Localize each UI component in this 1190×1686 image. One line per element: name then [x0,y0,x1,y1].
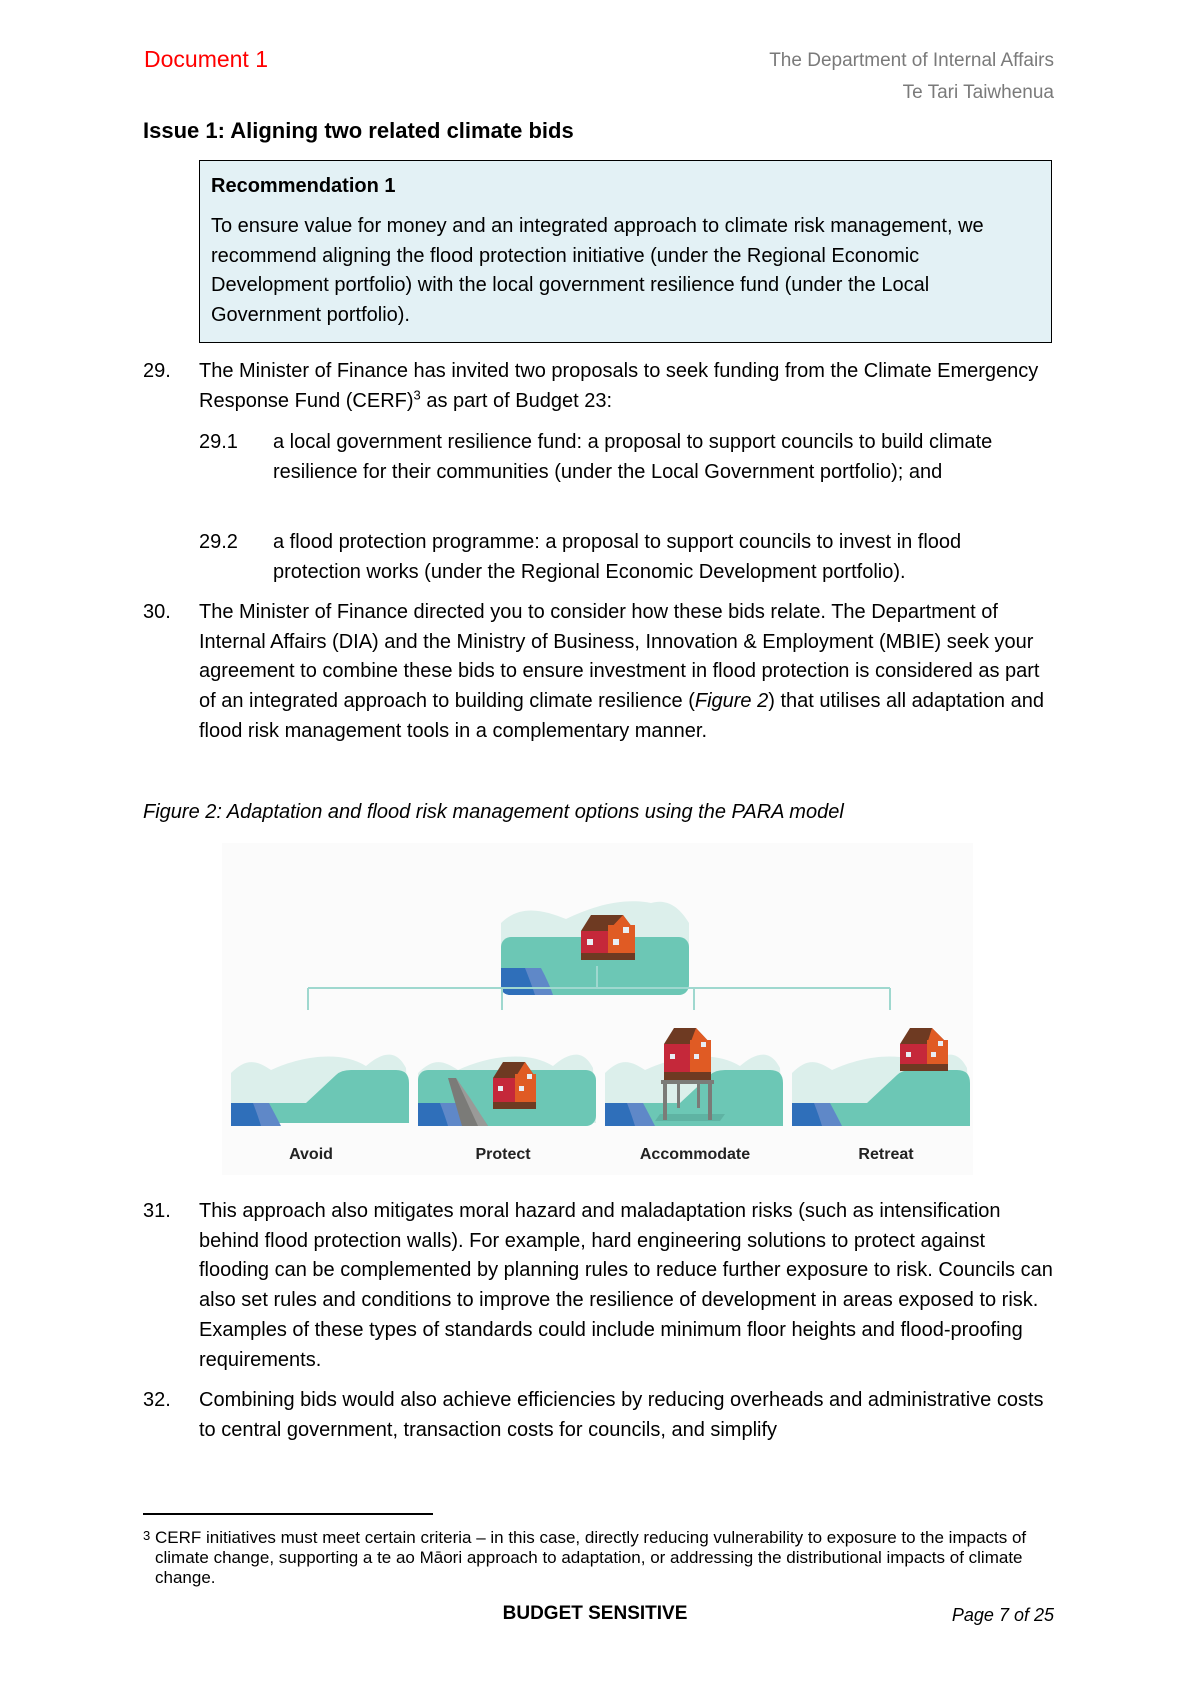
org-name-maori: Te Tari Taiwhenua [902,82,1054,103]
paragraph-30 [143,598,1053,747]
label-protect: Protect [475,1146,531,1163]
paragraph-31 [143,1197,1053,1375]
paragraph-text-part: The Minister of Finance directed you to consider how these bids relate. The Department of Internal Affairs (DIA) and the Ministry of Business, Innovation & Employment (MBIE) seek your agreement to combine these bids to ensure investment in flood protection is considered as part of an integrated approach to building climate resilience ( [199,601,1040,713]
footnote-ref[interactable]: 3 [413,387,421,403]
label-accommodate: Accommodate [639,1146,751,1163]
subparagraph-29-2 [199,528,1053,587]
para-model-illustration [222,843,973,1133]
issue-heading: Issue 1: Aligning two related climate bids [143,118,574,143]
recommendation-title: Recommendation 1 [211,175,396,197]
recommendation-box [199,160,1052,343]
accommodate-scene-icon [605,1028,783,1126]
para-model-figure [222,843,973,1175]
org-name: The Department of Internal Affairs [769,50,1054,71]
footnote-text: CERF initiatives must meet certain criteria – in this case, directly reducing vulnerability to exposure to the impacts of climate change, supporting a te ao Māori approach to adaptation, or addressing the distributional impacts of climate change. [155,1528,1027,1587]
paragraph-number: 29. [143,360,171,382]
paragraph-number: 30. [143,601,171,623]
paragraph-text-part: as part of Budget 23: [420,389,613,412]
document-label: Document 1 [144,46,269,72]
subparagraph-29-1 [199,428,1053,487]
avoid-scene-icon [231,1055,409,1126]
page-number: Page 7 of 25 [951,1605,1054,1625]
paragraph-number: 32. [143,1389,171,1411]
subparagraph-text: a flood protection programme: a proposal to support councils to invest in flood protection works (under the Regional Economic Development portfolio). [273,531,962,583]
recommendation-body: To ensure value for money and an integrated approach to climate risk management, we recommend aligning the flood protection initiative (under the Regional Economic Development portfolio) with the local government resilience fund (under the Local Government portfolio). [211,215,984,326]
protect-scene-icon [418,1055,596,1126]
paragraph-text: This approach also mitigates moral hazard and maladaptation risks (such as intensification behind flood protection walls). For example, hard engineering solutions to protect against flooding can be complemented by planning rules to reduce further exposure to risk. Councils can also set rules and conditions to improve the resilience of development in areas exposed to risk. Examples of these types of standards could include minimum floor heights and flood-proofing requirements. [199,1200,1053,1371]
classification-label: BUDGET SENSITIVE [502,1603,688,1624]
footnote-separator [143,1513,433,1515]
paragraph-32 [143,1386,1053,1445]
figure-reference[interactable]: Figure 2 [694,690,769,713]
paragraph-text-part: The Minister of Finance has invited two proposals to seek funding from the Climate Emergency Response Fund (CERF) [199,360,1039,412]
paragraph-text [199,598,1053,747]
paragraph-text-part: ) that utilises all adaptation and flood risk management tools in a complementary manner. [199,690,1044,742]
paragraph-number: 31. [143,1200,171,1222]
paragraph-29 [143,357,1053,416]
footnote: 3 CERF initiatives must meet certain criteria – in this case, directly reducing vulnerability to exposure to the impacts of climate change, supporting a te ao Māori approach to adaptation, or addressing the distributional impacts of climate change. [143,1528,1058,1588]
label-avoid: Avoid [289,1146,333,1163]
label-retreat: Retreat [858,1146,914,1163]
retreat-scene-icon [792,1028,970,1126]
subparagraph-text: a local government resilience fund: a proposal to support councils to build climate resilience for their communities (under the Local Government portfolio); and [273,431,993,483]
figure-caption: Figure 2: Adaptation and flood risk management options using the PARA model [143,801,844,823]
paragraph-text [199,357,1053,416]
paragraph-text: Combining bids would also achieve efficiencies by reducing overheads and administrative costs to central government, transaction costs for councils, and simplify [199,1389,1044,1441]
current-state-scene-icon [501,901,689,995]
subparagraph-number: 29.2 [199,531,238,553]
subparagraph-number: 29.1 [199,431,238,453]
